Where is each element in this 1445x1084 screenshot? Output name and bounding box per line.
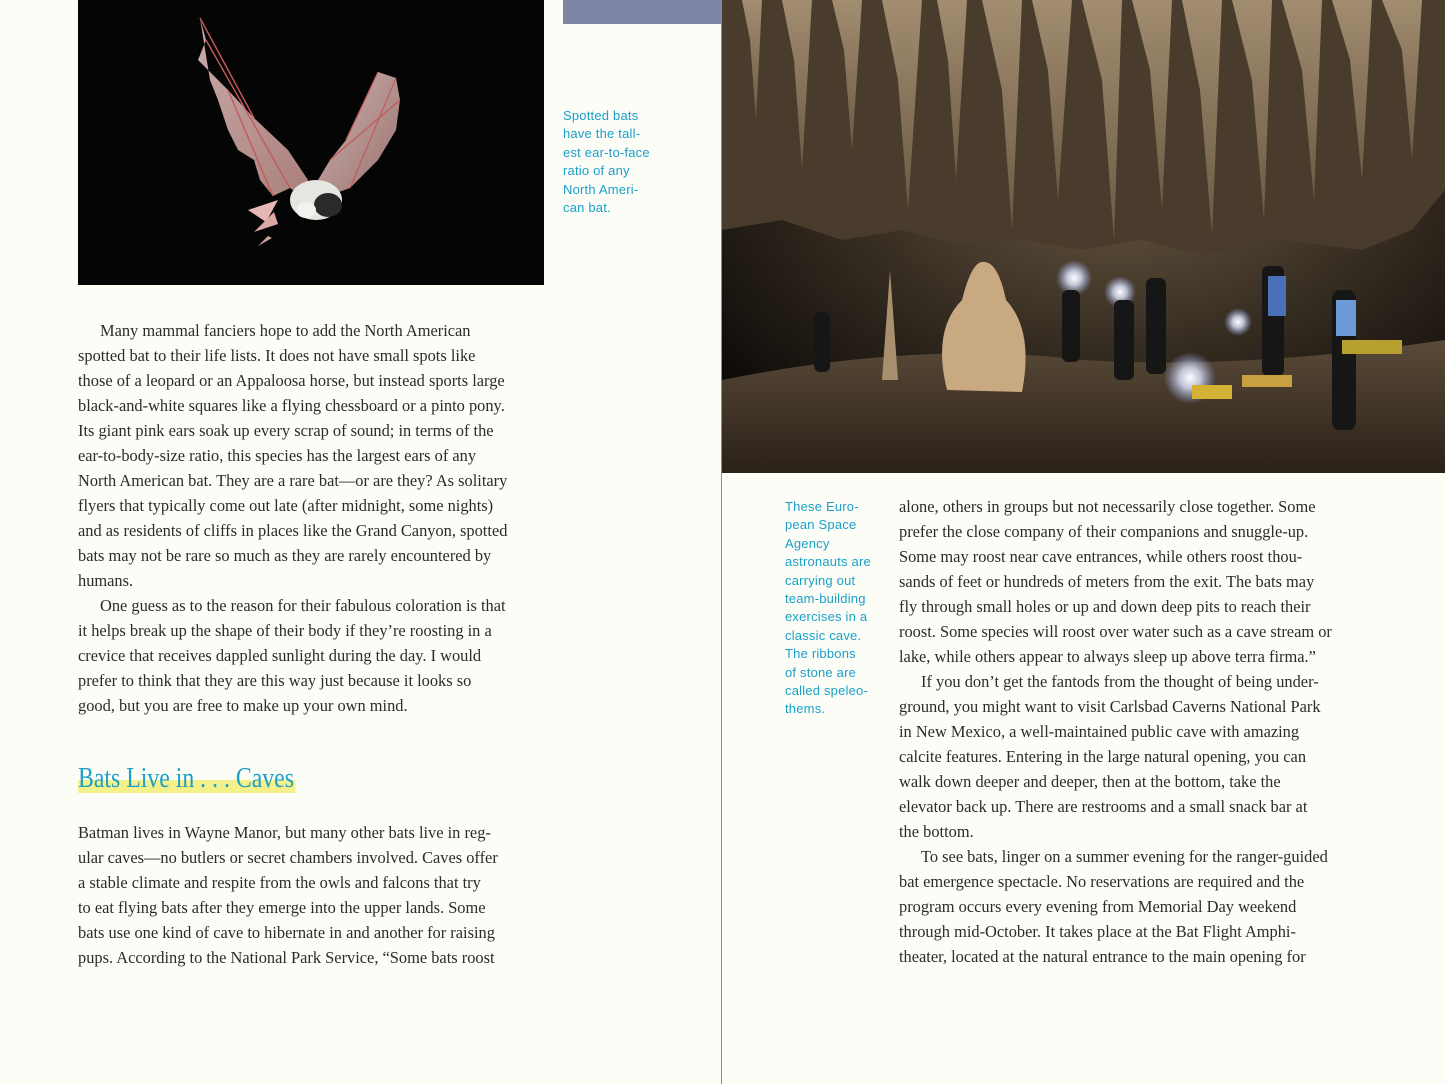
- text-line: bats may not be rare so much as they are rarely encountered by: [78, 546, 492, 565]
- text-line: program occurs every evening from Memorial Day weekend: [899, 897, 1297, 916]
- text-line: One guess as to the reason for their fabulous coloration is that: [100, 596, 506, 615]
- caption-line: pean Space: [785, 517, 857, 533]
- text-line: bat emergence spectacle. No reservations are required and the: [899, 872, 1305, 891]
- section-heading: Bats Live in . . . Caves: [78, 762, 294, 794]
- text-line: the bottom.: [899, 822, 974, 841]
- caption-line: have the tall-: [563, 126, 641, 142]
- text-line: ear-to-body-size ratio, this species has the largest ears of any: [78, 446, 477, 465]
- caption-line: These Euro-: [785, 499, 859, 514]
- caption-line: astronauts are: [785, 554, 871, 570]
- text-line: elevator back up. There are restrooms and a small snack bar at: [899, 797, 1308, 816]
- caption-line: North Ameri-: [563, 181, 639, 197]
- text-line: Its giant pink ears soak up every scrap of sound; in terms of the: [78, 421, 494, 440]
- caption-line: classic cave.: [785, 627, 862, 643]
- text-line: sands of feet or hundreds of meters from the exit. The bats may: [899, 572, 1315, 591]
- paragraph: [78, 593, 548, 718]
- text-line: spotted bat to their life lists. It does not have small spots like: [78, 346, 476, 365]
- text-line: prefer the close company of their companions and snuggle-up.: [899, 522, 1309, 541]
- caption-line: can bat.: [563, 200, 611, 216]
- paragraph: [78, 820, 548, 970]
- text-line: black-and-white squares like a flying chessboard or a pinto pony.: [78, 396, 505, 415]
- cave-astronauts-photo: [722, 0, 1445, 473]
- text-line: walk down deeper and deeper, then at the bottom, take the: [899, 772, 1281, 791]
- caption-line: called speleo-: [785, 683, 869, 699]
- text-line: lake, while others appear to always sleep up above terra firma.”: [899, 647, 1316, 666]
- caption-line: The ribbons: [785, 646, 856, 662]
- right-page: [722, 0, 1445, 1084]
- text-line: humans.: [78, 571, 134, 590]
- section-tab: [563, 0, 721, 24]
- caption-line: thems.: [785, 701, 826, 717]
- bat-photo-caption: [563, 107, 663, 217]
- body-text-block: [78, 820, 548, 970]
- text-line: in New Mexico, a well-maintained public cave with amazing: [899, 722, 1300, 741]
- caption-line: est ear-to-face: [563, 144, 650, 160]
- text-line: Many mammal fanciers hope to add the North American: [100, 321, 471, 340]
- text-line: roost. Some species will roost over water such as a cave stream or: [899, 622, 1332, 641]
- text-line: fly through small holes or up and down deep pits to reach their: [899, 597, 1311, 616]
- paragraph: [899, 669, 1374, 844]
- caption-line: carrying out: [785, 572, 856, 588]
- text-line: alone, others in groups but not necessarily close together. Some: [899, 497, 1316, 516]
- spotted-bat-photo: [78, 0, 544, 285]
- text-line: To see bats, linger on a summer evening for the ranger-guided: [921, 847, 1328, 866]
- text-line: flyers that typically come out late (after midnight, some nights): [78, 496, 494, 515]
- text-line: calcite features. Entering in the large natural opening, you can: [899, 747, 1307, 766]
- text-line: prefer to think that they are this way just because it looks so: [78, 671, 472, 690]
- text-line: crevice that receives dappled sunlight during the day. I would: [78, 646, 482, 665]
- text-line: it helps break up the shape of their body if they’re roosting in a: [78, 621, 492, 640]
- text-line: If you don’t get the fantods from the thought of being under-: [921, 672, 1319, 691]
- text-line: through mid-October. It takes place at the Bat Flight Amphi-: [899, 922, 1296, 941]
- text-line: good, but you are free to make up your own mind.: [78, 696, 408, 715]
- caption-line: Spotted bats: [563, 108, 639, 123]
- caption-line: Agency: [785, 535, 830, 551]
- text-line: to eat flying bats after they emerge into the upper lands. Some: [78, 898, 486, 917]
- caption-line: ratio of any: [563, 163, 630, 179]
- caption-line: exercises in a: [785, 609, 868, 625]
- body-text-block: [899, 494, 1374, 969]
- body-text-block: [78, 318, 548, 718]
- text-line: ular caves—no butlers or secret chambers involved. Caves offer: [78, 848, 498, 867]
- text-line: bats use one kind of cave to hibernate in and another for raising: [78, 923, 495, 942]
- paragraph: [78, 318, 548, 593]
- paragraph: [899, 844, 1374, 969]
- text-line: theater, located at the natural entrance to the main opening for: [899, 947, 1306, 966]
- cave-photo-caption: [785, 498, 881, 719]
- text-line: and as residents of cliffs in places like the Grand Canyon, spotted: [78, 521, 508, 540]
- caption-line: team-building: [785, 591, 866, 607]
- text-line: Some may roost near cave entrances, while others roost thou-: [899, 547, 1303, 566]
- text-line: a stable climate and respite from the owls and falcons that try: [78, 873, 481, 892]
- paragraph: [899, 494, 1374, 669]
- text-line: pups. According to the National Park Service, “Some bats roost: [78, 948, 495, 967]
- left-page: [0, 0, 721, 1084]
- text-line: those of a leopard or an Appaloosa horse, but instead sports large: [78, 371, 505, 390]
- text-line: ground, you might want to visit Carlsbad Caverns National Park: [899, 697, 1321, 716]
- text-line: Batman lives in Wayne Manor, but many other bats live in reg-: [78, 823, 491, 842]
- text-line: North American bat. They are a rare bat—or are they? As solitary: [78, 471, 508, 490]
- caption-line: of stone are: [785, 664, 857, 680]
